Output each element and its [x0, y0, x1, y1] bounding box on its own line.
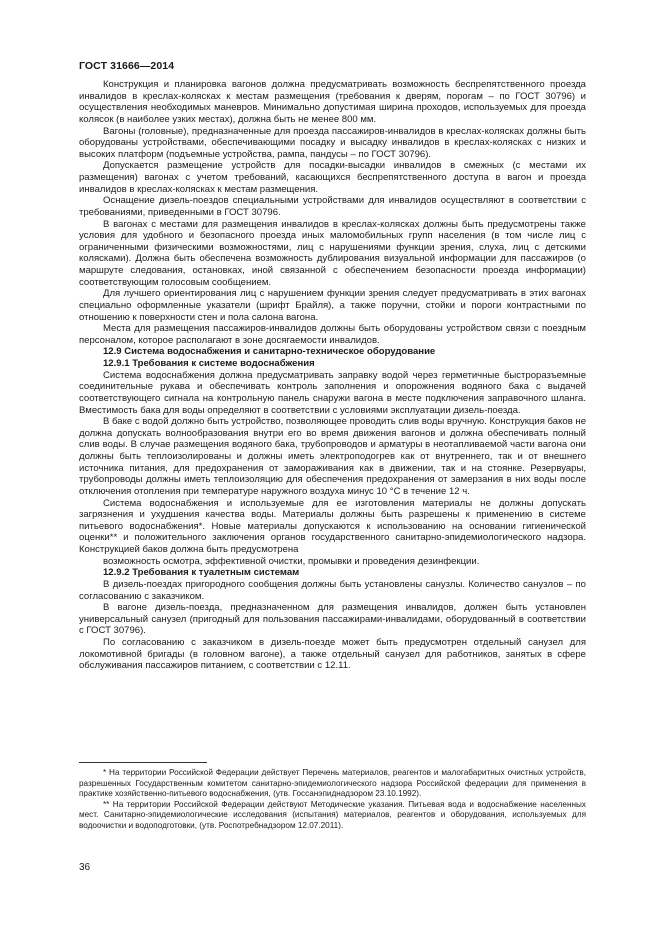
section-heading-12-9: 12.9 Система водоснабжения и санитарно-техническое оборудование — [103, 346, 436, 358]
paragraph: В вагоне дизель-поезда, предназначенном для размещения инвалидов, должен быть установлен универсальный санузел (пригодный для пользования пассажирами-инвалидами, оборудованный в соответствии с ГОСТ 30796). — [79, 602, 586, 637]
section-heading-12-9-2: 12.9.2 Требования к туалетным системам — [103, 567, 300, 579]
paragraph: Система водоснабжения и используемые для ее изготовления материалы не должны допускать загрязнения и ухудшения качества воды. Материалы должны быть разрешены к применению в системе питьевого водоснабжения*. Новые материалы допускаются к использованию на основании гигиенической оценки** и положительного заключения органов государственного санитарно-эпидемиологического надзора. Конструкцией баков должна быть предусмотрена — [79, 497, 586, 555]
paragraph: Места для размещения пассажиров-инвалидов должны быть оборудованы устройством связи с поездным персоналом, которое располагают в зоне досягаемости инвалидов. — [79, 323, 586, 346]
footnote: ** На территории Российской Федерации действуют Методические указания. Питьевая вода и водоснабжение населенных мест. Санитарно-эпидемиологические исследования (испытания) материалов, реагентов и оборудования, используемых для водоочистки и водоподготовки, (утв. Роспотребнадзором 12.07.2011). — [79, 799, 586, 830]
footnotes — [79, 768, 586, 831]
section-heading-12-9-1: 12.9.1 Требования к системе водоснабжения — [103, 358, 315, 369]
paragraph: Допускается размещение устройств для посадки-высадки инвалидов в смежных (с местами их размещения) вагонах с учетом требований, касающихся беспрепятственного доступа в вагон и проезда инвалидов в креслах-колясках к местам размещения. — [79, 160, 586, 195]
paragraph: Система водоснабжения должна предусматривать заправку водой через герметичные быстроразъемные соединительные рукава и обеспечивать контроль заполнения и опорожнения водяного бака с выдачей соответствующего сигнала на контрольную панель снаружи вагона в месте подключения заправочного шланга. Вместимость бака для воды определяют в соответствии с условиями эксплуатации дизель-поезда. — [79, 369, 586, 416]
main-text — [79, 79, 586, 672]
paragraph: В дизель-поездах пригородного сообщения должны быть установлены санузлы. Количество санузлов – по согласованию с заказчиком. — [79, 578, 586, 602]
paragraph: Для лучшего ориентирования лиц с нарушением функции зрения следует предусматривать в этих вагонах специально оформленные указатели (шрифт Брайля), а также поручни, стойки и пороги контрастными по отношению к поверхности стен и пола салона вагона. — [79, 288, 586, 323]
paragraph: Вагоны (головные), предназначенные для проезда пассажиров-инвалидов в креслах-колясках должны быть оборудованы устройствами, обеспечивающими посадку и высадку инвалидов в креслах-колясках с низких и высоких платформ (подъемные устройства, рампа, пандусы – по ГОСТ 30796). — [79, 125, 586, 160]
paragraph: В вагонах с местами для размещения инвалидов в креслах-колясках должны быть предусмотрены также условия для удобного и безопасного проезда иных маломобильных групп населения (в том числе лиц с ограниченными физическими возможностями, лиц с нарушениями функции зрения, слуха, лиц с детскими колясками). Должна быть обеспечена возможность дублирования визуальной информации для пассажиров (о маршруте следования, остановках, иной связанной с обеспечением безопасности проезда информации) соответствующим голосовым сообщением. — [79, 218, 586, 288]
footnote-divider — [79, 762, 207, 763]
page-number: 36 — [79, 862, 91, 873]
paragraph: В баке с водой должно быть устройство, позволяющее проводить слив воды вручную. Конструкция баков не должна допускать волнообразования внутри его во время движения вагонов и должна обеспечивать полный слив воды. В случае размещения водяного бака, трубопроводов и арматуры в неотапливаемой части вагона они должны быть теплоизолированы и должны иметь электроподогрев как от внутреннего, так и от внешнего источника питания, для предохранения от замораживания как в движении, так и на стоянке. Резервуары, трубопроводы должны иметь теплоизоляцию для обеспечения предохранения от замерзания в них воды после отключения отопления при температуре наружного воздуха минус 10 °С в течение 12 ч. — [79, 416, 586, 497]
footnote: * На территории Российской Федерации действует Перечень материалов, реагентов и малогабаритных очистных устройств, разрешенных Государственным комитетом санитарно-эпидемиологического надзора Российской федерации для применения в практике хозяйственно-питьевого водоснабжения, (утв. Госсанэпиднадзором 23.10.1992). — [79, 768, 586, 798]
paragraph: По согласованию с заказчиком в дизель-поезде может быть предусмотрен отдельный санузел для локомотивной бригады (в головном вагоне), а также отдельный санузел для работников, занятых в сфере обслуживания пассажиров питанием, с соответствии с 12.11. — [79, 637, 586, 672]
document-code-header: ГОСТ 31666—2014 — [79, 60, 175, 72]
paragraph: возможность осмотра, эффективной очистки, промывки и проведения дезинфекции. — [103, 555, 480, 567]
paragraph: Конструкция и планировка вагонов должна предусматривать возможность беспрепятственного проезда инвалидов в креслах-колясках к местам размещения (требования к дверям, порогам – по ГОСТ 30796) и осуществления необходимых маневров. Минимально допустимая ширина проходов, используемых для проезда колясок (в наиболее узких местах), должна быть не менее 800 мм. — [79, 79, 586, 125]
paragraph: Оснащение дизель-поездов специальными устройствами для инвалидов осуществляют в соответствии с требованиями, приведенными в ГОСТ 30796. — [79, 195, 586, 218]
